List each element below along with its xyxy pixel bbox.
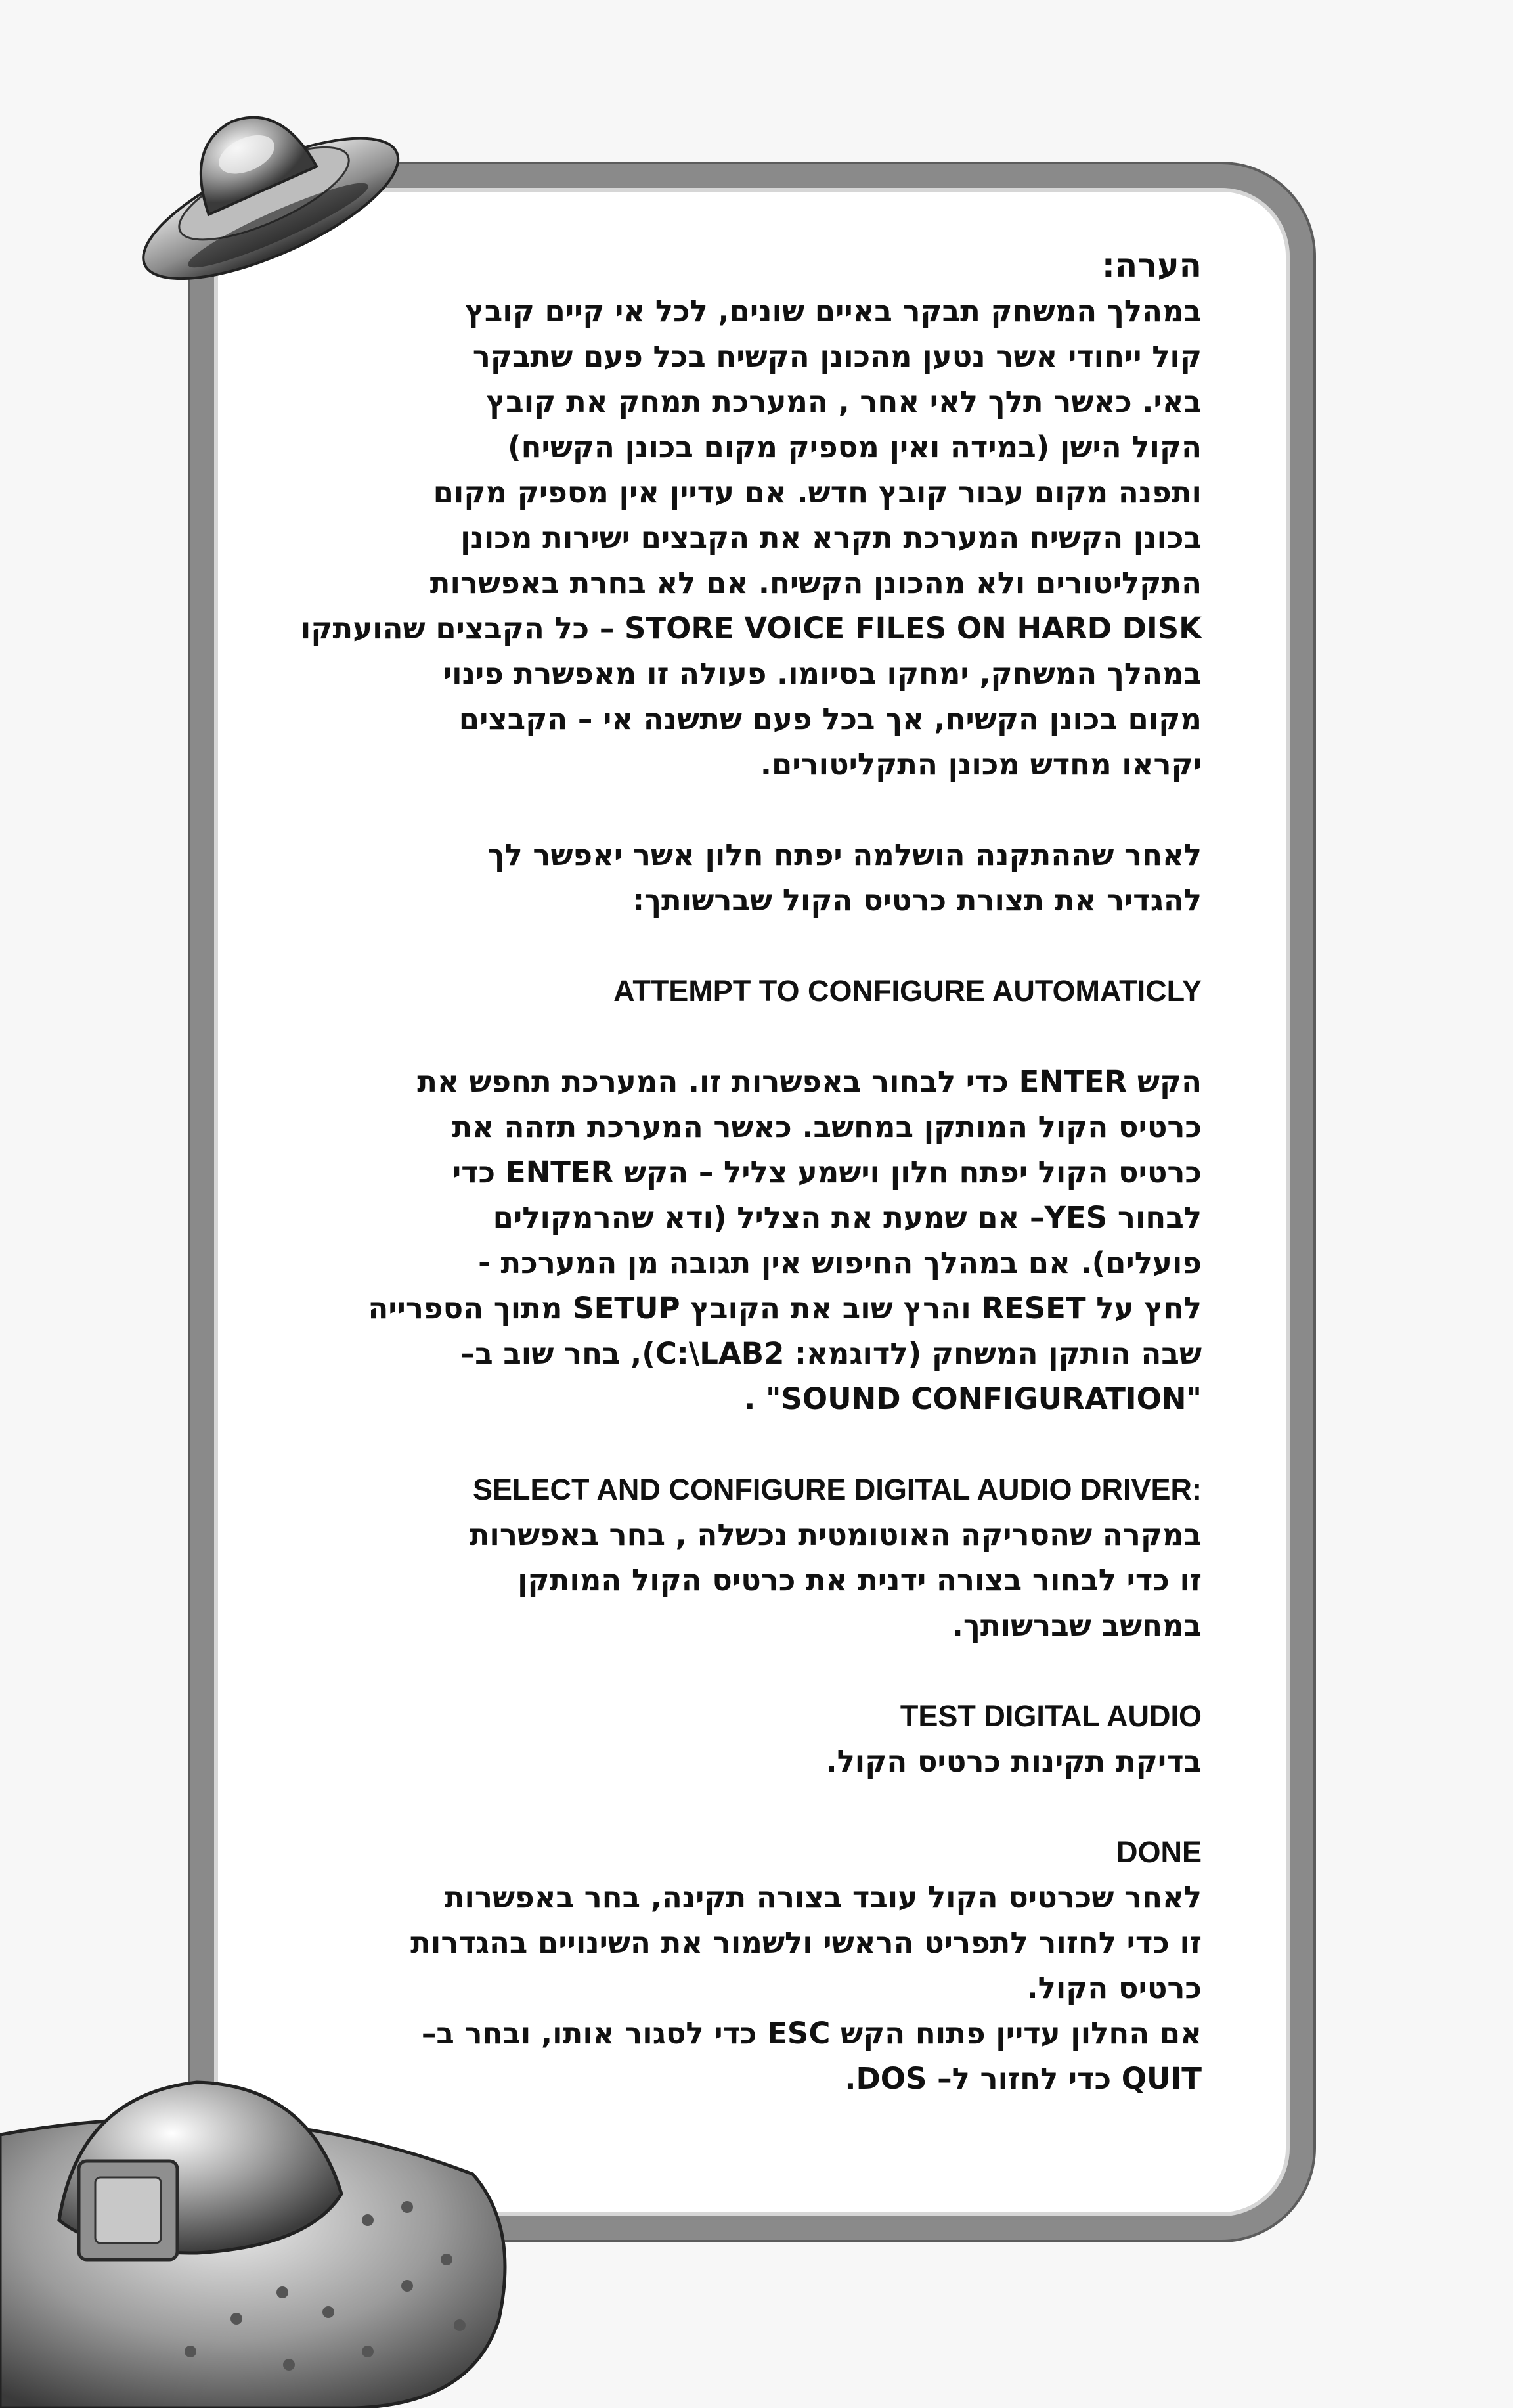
note-line: הקול הישן (במידה ואין מספיק מקום בכונן הקשיח) [508, 430, 1202, 464]
auto-line: הקש ENTER כדי לבחור באפשרות זו. המערכת תחפש את [417, 1064, 1202, 1099]
section-heading-auto: ATTEMPT TO CONFIGURE AUTOMATICLY [613, 974, 1202, 1008]
section-heading-test: TEST DIGITAL AUDIO [900, 1699, 1202, 1733]
note-line: מקום בכונן הקשיח, אך בכל פעם שתשנה אי – הקבצים [458, 702, 1202, 736]
done-line: לאחר שכרטיס הקול עובד בצורה תקינה, בחר באפשרות [444, 1880, 1202, 1915]
done-line: זו כדי לחזור לתפריט הראשי ולשמור את השינויים בהגדרות [410, 1925, 1202, 1960]
test-line: בדיקת תקינות כרטיס הקול. [825, 1744, 1202, 1779]
auto-line: כרטיס הקול יפתח חלון וישמע צליל – הקש ENTER כדי [452, 1155, 1202, 1190]
manual-line: זו כדי לבחור בצורה ידנית את כרטיס הקול המותקן [517, 1563, 1202, 1597]
document-body [282, 243, 1202, 2148]
note-line: באי. כאשר תלך לאי אחר , המערכת תמחק את קובץ [486, 384, 1202, 419]
done-line: אם החלון עדיין פתוח הקש ESC כדי לסגור אותו, ובחר ב– [421, 2016, 1202, 2051]
note-line: STORE VOICE FILES ON HARD DISK – כל הקבצים שהועתקו [300, 611, 1202, 646]
note-line: יקראו מחדש מכונן התקליטורים. [760, 747, 1202, 782]
manual-line: במקרה שהסריקה האוטומטית נכשלה , בחר באפשרות [469, 1517, 1202, 1552]
note-line: בכונן הקשיח המערכת תקרא את הקבצים ישירות מכונן [460, 520, 1202, 555]
note-title: הערה: [1101, 246, 1202, 284]
note-line: במהלך המשחק תבקר באיים שונים, לכל אי קיים קובץ [465, 294, 1202, 328]
intro-paragraph [282, 832, 1202, 923]
auto-line: שבה הותקן המשחק (לדוגמא: C:\LAB2), בחר שוב ב– [460, 1336, 1202, 1371]
intro-line: להגדיר את תצורת כרטיס הקול שברשותך: [632, 883, 1202, 918]
auto-line: "SOUND CONFIGURATION" . [744, 1381, 1202, 1416]
done-line: QUIT כדי לחזור ל– DOS. [844, 2061, 1202, 2096]
note-line: קול ייחודי אשר נטען מהכונן הקשיח בכל פעם שתבקר [472, 339, 1202, 374]
done-paragraph [282, 1875, 1202, 2101]
auto-paragraph [282, 1059, 1202, 1421]
note-paragraph [282, 288, 1202, 787]
note-line: התקליטורים ולא מהכונן הקשיח. אם לא בחרת באפשרות [429, 566, 1202, 600]
intro-line: לאחר שההתקנה הושלמה יפתח חלון אשר יאפשר לך [487, 837, 1202, 872]
manual-line: במחשב שברשותך. [952, 1608, 1202, 1643]
auto-line: כרטיס הקול המותקן במחשב. כאשר המערכת תזהה את [452, 1109, 1202, 1144]
note-line: ותפנה מקום עבור קובץ חדש. אם עדיין אין מספיק מקום [433, 475, 1202, 510]
note-line: במהלך המשחק, ימחקו בסיומו. פעולה זו מאפשרת פינוי [443, 656, 1202, 691]
auto-line: לבחור YES– אם שמעת את הצליל (ודא שהרמקולים [493, 1200, 1202, 1235]
section-heading-done: DONE [1116, 1835, 1202, 1869]
section-heading-manual: SELECT AND CONFIGURE DIGITAL AUDIO DRIVER: [472, 1473, 1202, 1506]
manual-paragraph [282, 1512, 1202, 1648]
auto-line: פועלים). אם במהלך החיפוש אין תגובה מן המערכת - [478, 1245, 1202, 1280]
done-line: כרטיס הקול. [1026, 1971, 1202, 2005]
auto-line: לחץ על RESET והרץ שוב את הקובץ SETUP מתוך הספרייה [368, 1291, 1202, 1326]
